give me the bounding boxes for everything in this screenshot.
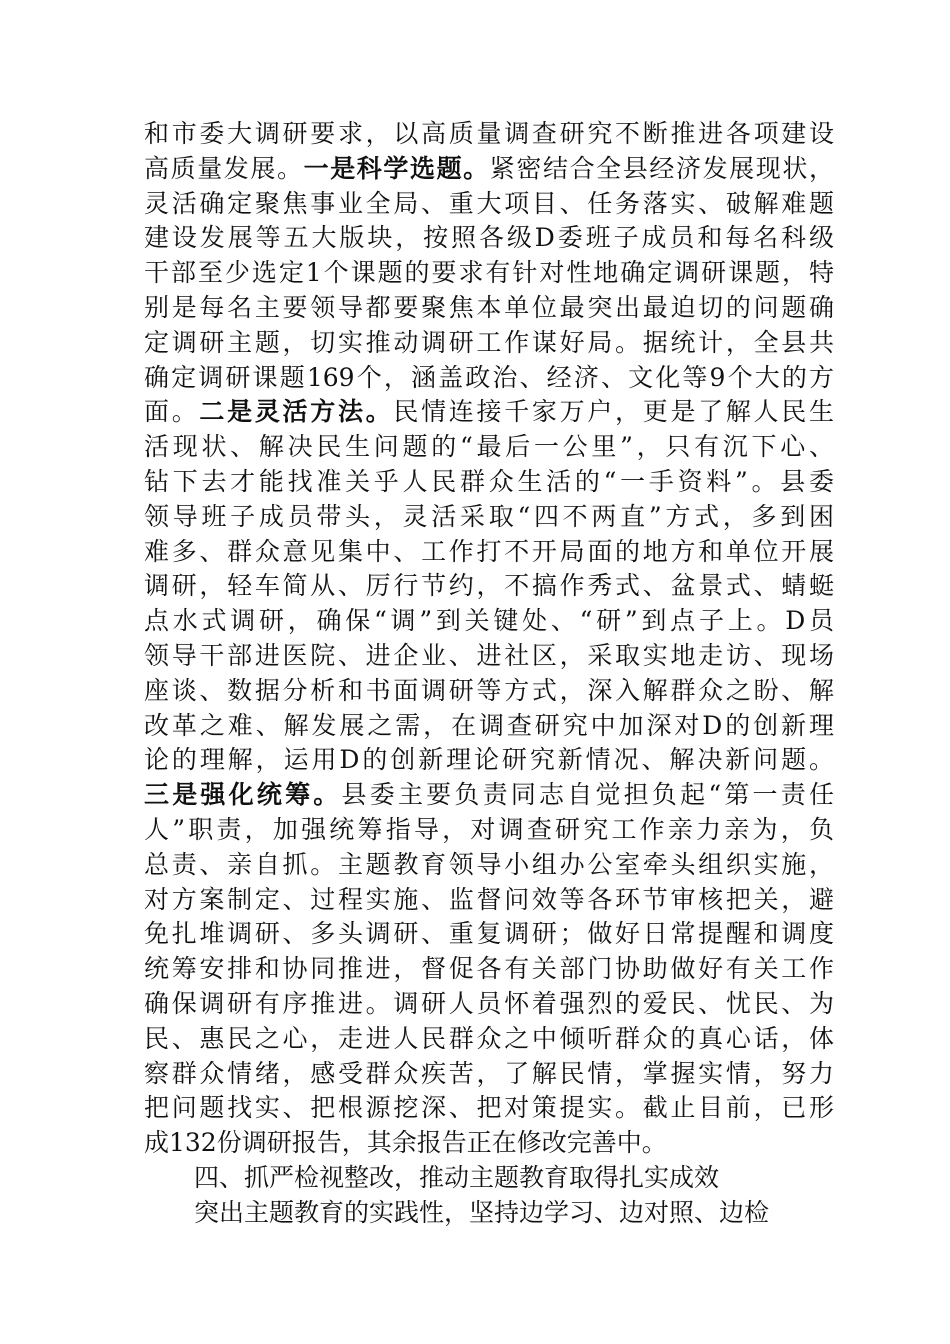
- text-line: [144, 152, 834, 187]
- text-line: 建设发展等五大版块，按照各级D委班子成员和每名科级: [144, 223, 834, 253]
- text-run: 县委主要负责同志自觉担负起“第一责任: [341, 780, 834, 810]
- body-text: [144, 117, 834, 1231]
- text-line: 活现状、解决民生问题的“最后一公里”，只有沉下心、: [144, 432, 834, 462]
- text-line: 和市委大调研要求，以高质量调查研究不断推进各项建设: [144, 119, 834, 148]
- text-line: 论的理解，运用D的创新理论研究新情况、解决新问题。: [144, 745, 834, 775]
- text-line: 灵活确定聚焦事业全局、重大项目、任务落实、破解难题: [144, 188, 834, 218]
- text-line: 调研，轻车简从、厉行节约，不搞作秀式、盆景式、蜻蜓: [144, 571, 834, 601]
- text-line: 确保调研有序推进。调研人员怀着强烈的爱民、忧民、为: [144, 988, 834, 1018]
- section-heading: 四、抓严检视整改，推动主题教育取得扎实成效: [194, 1162, 720, 1192]
- text-line: 难多、群众意见集中、工作打不开局面的地方和单位开展: [144, 536, 834, 566]
- text-line: 别是每名主要领导都要聚焦本单位最突出最迫切的问题确: [144, 292, 834, 322]
- text-line: 察群众情绪，感受群众疾苦，了解民情，掌握实情，努力: [144, 1058, 834, 1088]
- text-line: [144, 778, 834, 813]
- subheading-2: 二是灵活方法。: [199, 397, 394, 427]
- text-line: 突出主题教育的实践性，坚持边学习、边对照、边检: [194, 1197, 770, 1227]
- text-line: 钻下去才能找准关乎人民群众生活的“一手资料”。县委: [144, 466, 834, 496]
- text-run: 紧密结合全县经济发展现状，: [489, 153, 834, 183]
- text-line: 领导班子成员带头，灵活采取“四不两直”方式，多到困: [144, 501, 834, 531]
- text-line: 免扎堆调研、多头调研、重复调研；做好日常提醒和调度: [144, 919, 834, 949]
- text-line: 民、惠民之心，走进人民群众之中倾听群众的真心话，体: [144, 1023, 834, 1053]
- subheading-1: 一是科学选题。: [303, 153, 490, 183]
- subheading-3: 三是强化统筹。: [144, 780, 342, 810]
- text-line: 干部至少选定1个课题的要求有针对性地确定调研课题，特: [144, 258, 834, 288]
- text-run: 民情连接千家万户，更是了解人民生: [393, 397, 834, 427]
- text-line: 对方案制定、过程实施、监督问效等各环节审核把关，避: [144, 884, 834, 914]
- text-line: 把问题找实、把根源挖深、把对策提实。截止目前，已形: [144, 1093, 834, 1123]
- text-run: 面。: [144, 397, 200, 427]
- text-line: 定调研主题，切实推动调研工作谋好局。据统计，全县共: [144, 327, 834, 357]
- text-line: 人”职责，加强统筹指导，对调查研究工作亲力亲为，负: [144, 814, 834, 844]
- text-line: 点水式调研，确保“调”到关键处、“研”到点子上。D员: [144, 606, 834, 636]
- text-line: 总责、亲自抓。主题教育领导小组办公室牵头组织实施，: [144, 849, 834, 879]
- text-line: 统筹安排和协同推进，督促各有关部门协助做好有关工作: [144, 954, 834, 984]
- text-run: 高质量发展。: [144, 153, 304, 183]
- text-line: 领导干部进医院、进企业、进社区，采取实地走访、现场: [144, 640, 834, 670]
- text-line: 确定调研课题169个，涵盖政治、经济、文化等9个大的方: [144, 362, 834, 392]
- text-line: 座谈、数据分析和书面调研等方式，深入解群众之盼、解: [144, 675, 834, 705]
- text-line: 改革之难、解发展之需，在调查研究中加深对D的创新理: [144, 710, 834, 740]
- text-line: 成132份调研报告，其余报告正在修改完善中。: [144, 1128, 667, 1158]
- text-line: [144, 395, 834, 430]
